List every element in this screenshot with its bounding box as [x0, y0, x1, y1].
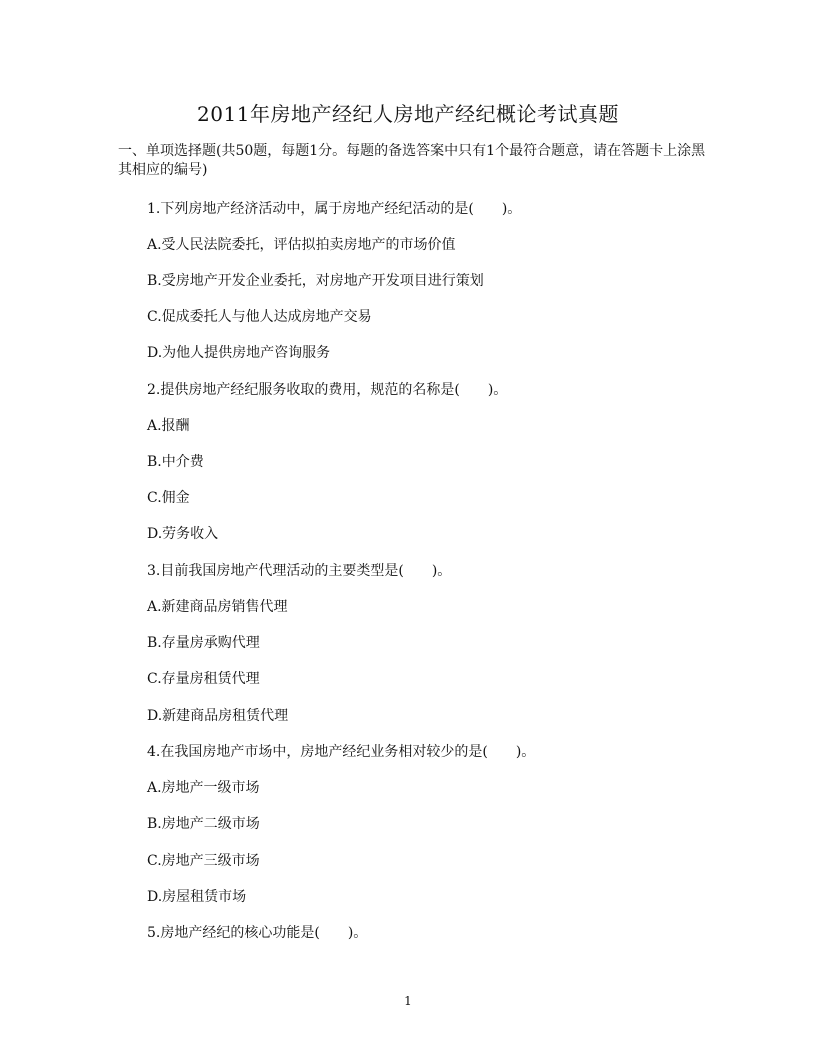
- question-4-option-d: D.房屋租赁市场: [147, 889, 247, 905]
- question-1-option-d: D.为他人提供房地产咨询服务: [147, 345, 331, 361]
- question-1-option-b: B.受房地产开发企业委托，对房地产开发项目进行策划: [147, 273, 484, 289]
- question-4-option-c: C.房地产三级市场: [147, 853, 260, 869]
- question-3-option-d: D.新建商品房租赁代理: [147, 708, 289, 724]
- question-3-option-a: A.新建商品房销售代理: [147, 599, 288, 615]
- section-heading: 一、单项选择题(共50题，每题1分。每题的备选答案中只有1个最符合题意，请在答题卡上涂黑其相应的编号): [118, 143, 706, 178]
- question-4-option-a: A.房地产一级市场: [147, 780, 260, 796]
- question-2-option-c: C.佣金: [147, 490, 190, 506]
- question-2-option-d: D.劳务收入: [147, 526, 219, 542]
- question-2-stem: 2.提供房地产经纪服务收取的费用，规范的名称是( )。: [147, 382, 508, 398]
- question-3-stem: 3.目前我国房地产代理活动的主要类型是( )。: [147, 563, 452, 579]
- question-5-stem: 5.房地产经纪的核心功能是( )。: [147, 925, 368, 941]
- question-4-stem: 4.在我国房地产市场中，房地产经纪业务相对较少的是( )。: [147, 744, 536, 760]
- question-2-option-b: B.中介费: [147, 454, 204, 470]
- question-3-option-c: C.存量房租赁代理: [147, 671, 260, 687]
- question-4-option-b: B.房地产二级市场: [147, 816, 260, 832]
- question-1-option-c: C.促成委托人与他人达成房地产交易: [147, 309, 372, 325]
- question-1-option-a: A.受人民法院委托，评估拟拍卖房地产的市场价值: [147, 237, 456, 253]
- page-number: 1: [404, 994, 412, 1008]
- question-3-option-b: B.存量房承购代理: [147, 635, 260, 651]
- question-2-option-a: A.报酬: [147, 418, 190, 434]
- document-title: 2011年房地产经纪人房地产经纪概论考试真题: [197, 102, 619, 126]
- question-1-stem: 1.下列房地产经济活动中，属于房地产经纪活动的是( )。: [147, 201, 522, 217]
